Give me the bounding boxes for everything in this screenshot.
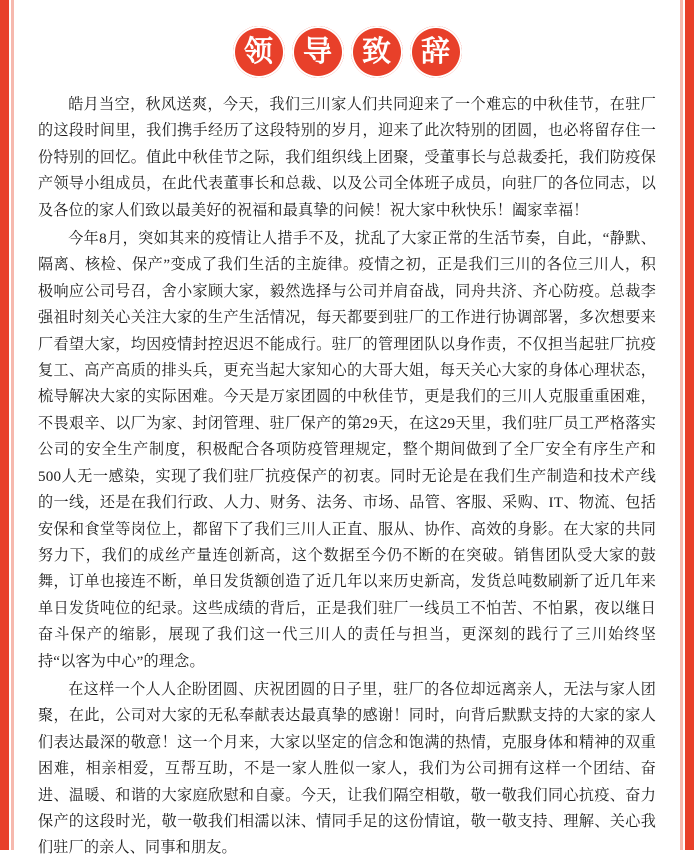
paragraph-1: 皓月当空，秋风送爽，今天，我们三川家人们共同迎来了一个难忘的中秋佳节，在驻厂的这段时间里，我们携手经历了这段特别的岁月，迎来了此次特别的团圆，也必将留存住一份特别的回忆。值此中秋佳节之际，我们组织线上团聚，受董事长与总裁委托，我们防疫保产领导小组成员，在此代表董事长和总裁、以及公司全体班子成员，向驻厂的各位同志，以及各位的家人们致以最美好的祝福和最真挚的问候！祝大家中秋快乐！阖家幸福！ <box>38 97 656 219</box>
title-badge-4 <box>410 26 462 78</box>
left-border-rail <box>0 0 9 850</box>
page-title <box>20 0 674 92</box>
paragraph-3: 在这样一个人人企盼团圆、庆祝团圆的日子里，驻厂的各位却远离亲人，无法与家人团聚，在此，公司对大家的无私奉献表达最真挚的感谢！同时，向背后默默支持的大家的家人们表达最深的敬意！这一个月来，大家以坚定的信念和饱满的热情，克服身体和精神的双重困难，相亲相爱，互帮互助，不是一家人胜似一家人，我们为公司拥有这样一个团结、奋进、温暖、和谐的大家庭欣慰和自豪。今天，让我们隔空相敬，敬一敬我们同心抗疫、奋力保产的这段时光，敬一敬我们相濡以沫、情同手足的这份情谊，敬一敬支持、理解、关心我们驻厂的亲人、同事和朋友。 <box>38 681 656 857</box>
title-char-1: 领 <box>243 36 273 68</box>
right-border-rail <box>685 0 694 850</box>
left-border-accent <box>11 0 14 850</box>
title-char-2: 导 <box>302 36 332 68</box>
right-border-accent <box>680 0 683 850</box>
title-badge-3 <box>351 26 403 78</box>
title-char-3: 致 <box>361 36 391 68</box>
title-char-4: 辞 <box>420 36 450 68</box>
article-body <box>20 92 674 862</box>
title-badge-group <box>233 26 462 78</box>
paragraph-2: 今年8月，突如其来的疫情让人措手不及，扰乱了大家正常的生活节奏，自此，“静默、隔离、核检、保产”变成了我们生活的主旋律。疫情之初，正是我们三川的各位三川人，积极响应公司号召，舍小家顾大家，毅然选择与公司并肩奋战，同舟共济、齐心防疫。总裁李强祖时刻关心关注大家的生产生活情况，每天都要到驻厂的工作进行协调部署，多次想要来厂看望大家，均因疫情封控迟迟不能成行。驻厂的管理团队以身作责，不仅担当起驻厂抗疫复工、高产高质的排头兵，更充当起大家知心的大哥大姐，每天关心大家的身体心理状态，梳导解决大家的实际困难。今天是万家团圆的中秋佳节，更是我们的三川人克服重重困难，不畏艰辛、以厂为家、封闭管理、驻厂保产的第29天，在这29天里，我们驻厂员工严格落实公司的安全生产制度，积极配合各项防疫管理规定，整个期间做到了全厂安全有序生产和500人无一感染，实现了我们驻厂抗疫保产的初衷。同时无论是在我们生产制造和技术产线的一线，还是在我们行政、人力、财务、法务、市场、品管、客服、采购、IT、物流、包括安保和食堂等岗位上，都留下了我们三川人正直、服从、协作、高效的身影。在大家的共同努力下，我们的成丝产量连创新高，这个数据至今仍不断的在突破。销售团队受大家的鼓舞，订单也接连不断，单日发货额创造了近几年以来历史新高，发货总吨数刷新了近几年来单日发货吨位的纪录。这些成绩的背后，正是我们驻厂一线员工不怕苦、不怕累，夜以继日奋斗保产的缩影，展现了我们这一代三川人的责任与担当，更深刻的践行了三川始终坚持“以客为中心”的理念。 <box>38 231 656 670</box>
document-content <box>20 0 674 857</box>
title-badge-1 <box>233 26 285 78</box>
title-badge-2 <box>292 26 344 78</box>
